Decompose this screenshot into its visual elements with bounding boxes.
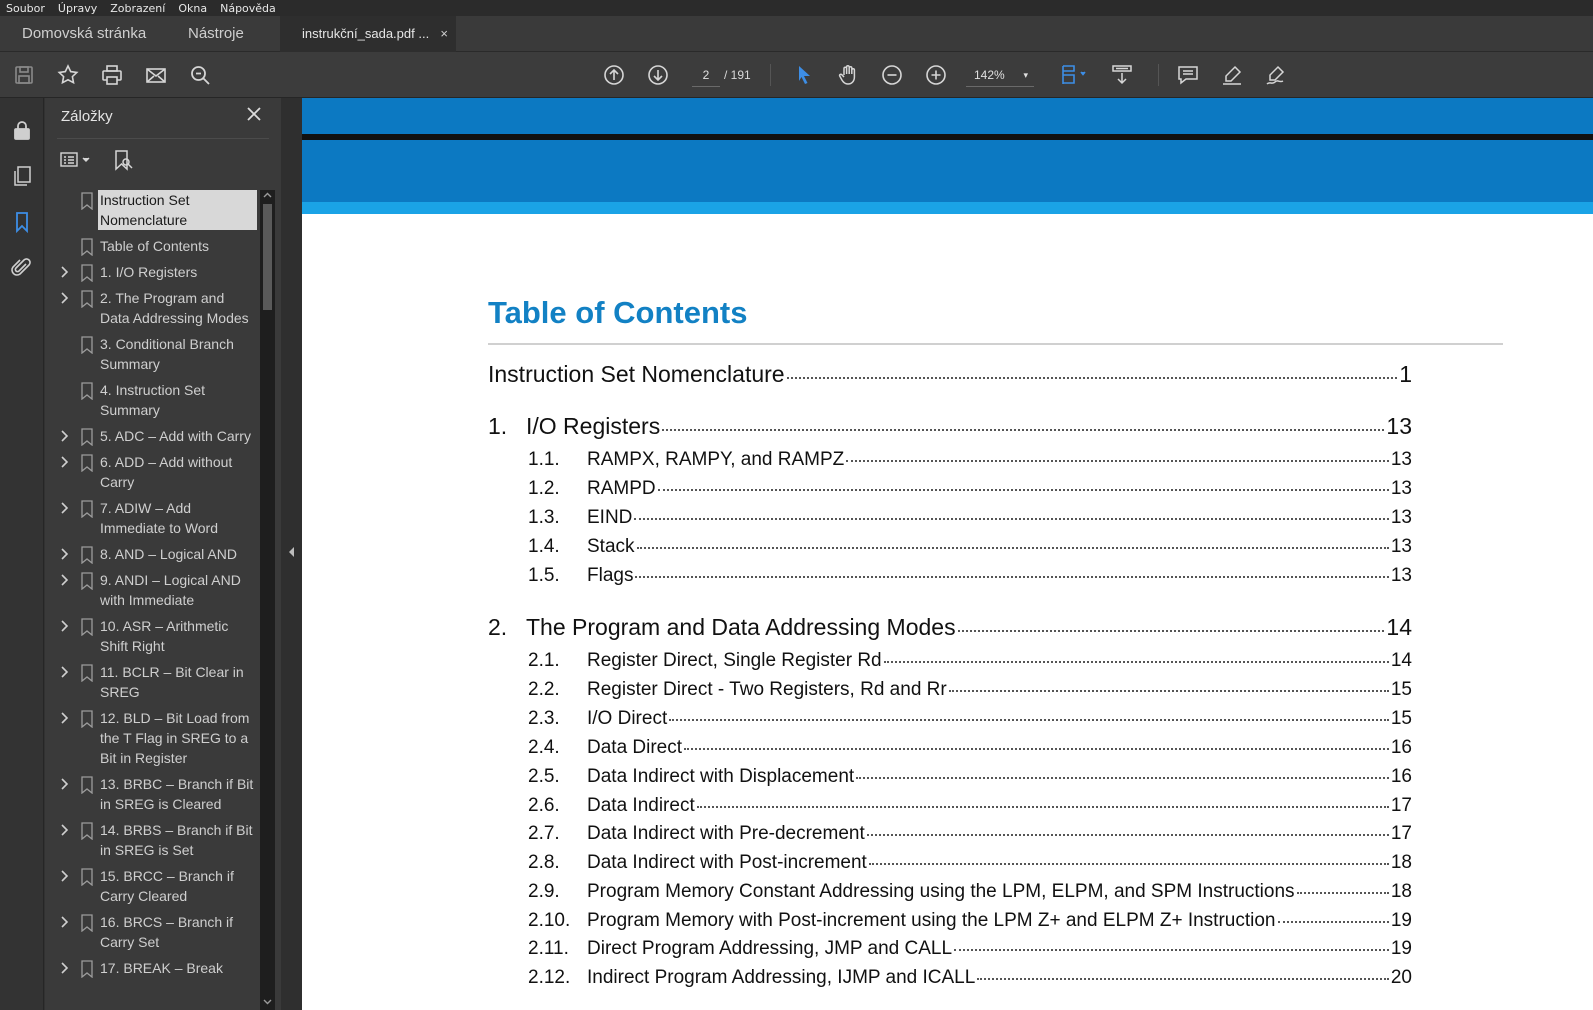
bookmark-label: 10. ASR – Arithmetic Shift Right [100, 618, 229, 654]
close-icon[interactable] [244, 104, 264, 124]
toc-entry-number: 2.4. [528, 737, 560, 758]
bookmark-item[interactable] [57, 662, 259, 702]
bookmark-icon [80, 264, 94, 282]
toc-entry-label: Indirect Program Addressing, IJMP and ICALL [587, 967, 976, 988]
toc-leader-dots [635, 576, 1388, 578]
select-tool-icon[interactable] [790, 61, 818, 89]
toc-entry-number: 2.6. [528, 795, 560, 816]
scroll-mode-icon[interactable] [1108, 61, 1136, 89]
bookmark-item[interactable] [57, 912, 259, 952]
toc-entry-page: 13 [1390, 449, 1412, 470]
bookmark-label: 3. Conditional Branch Summary [100, 336, 234, 372]
page-number-input[interactable] [692, 63, 720, 87]
toc-entry[interactable] [528, 507, 1412, 529]
options-menu-icon[interactable] [59, 148, 95, 172]
toc-entry-label: Data Indirect [587, 795, 695, 816]
toc-entry-number: 2.9. [528, 881, 560, 902]
bookmark-label: 1. I/O Registers [100, 264, 198, 280]
toc-leader-dots [869, 863, 1389, 865]
toc-entry-page: 16 [1390, 737, 1412, 758]
toc-entry-label: I/O Registers [526, 413, 661, 439]
toc-leader-dots [684, 748, 1389, 750]
attachment-icon[interactable] [10, 256, 34, 280]
zoom-dropdown[interactable] [966, 63, 1034, 87]
toc-leader-dots [634, 518, 1388, 520]
toc-entry-label: Register Direct - Two Registers, Rd and Rr [587, 679, 947, 700]
toc-entry[interactable] [528, 449, 1412, 471]
toc-entry[interactable] [528, 766, 1412, 788]
toc-leader-dots [958, 630, 1385, 632]
bookmark-icon [80, 336, 94, 354]
menu-file[interactable]: Soubor [6, 1, 45, 15]
toc-leader-dots [787, 377, 1398, 379]
bookmark-scrollbar[interactable] [260, 190, 275, 1010]
bookmark-label: 6. ADD – Add without Carry [100, 454, 233, 490]
bookmark-icon [80, 382, 94, 400]
bookmark-icon [80, 822, 94, 840]
toc-entry[interactable] [528, 650, 1412, 672]
menu-bar [0, 0, 1593, 16]
toc-entry-number: 2.8. [528, 852, 560, 873]
zoom-in-icon[interactable] [922, 61, 950, 89]
bookmark-icon [80, 776, 94, 794]
toc-entry[interactable] [528, 795, 1412, 817]
tab-bar [0, 16, 1593, 52]
bookmark-icon [80, 868, 94, 886]
chevron-right-icon[interactable] [59, 711, 71, 725]
toc-entry-page: 17 [1390, 795, 1412, 816]
toc-entry-number: 2.3. [528, 708, 560, 729]
toc-leader-dots [867, 834, 1389, 836]
bookmark-item[interactable] [57, 288, 259, 328]
bookmark-label: 7. ADIW – Add Immediate to Word [100, 500, 219, 536]
toc-entry-label: Data Indirect with Pre-decrement [587, 823, 865, 844]
toc-entry[interactable] [488, 361, 1412, 388]
toc-entry-page: 19 [1390, 910, 1412, 931]
bookmark-icon [80, 192, 94, 210]
toc-entry-page: 1 [1399, 361, 1412, 387]
title-rule [488, 343, 1503, 345]
bookmark-icon [80, 500, 94, 518]
bookmark-label: 11. BCLR – Bit Clear in SREG [100, 664, 244, 700]
toc-entry-page: 13 [1390, 478, 1412, 499]
toc-entry[interactable] [528, 478, 1412, 500]
chevron-right-icon[interactable] [59, 501, 71, 515]
bookmark-icon [80, 290, 94, 308]
toc-entry-page: 13 [1390, 536, 1412, 557]
chevron-right-icon[interactable] [59, 915, 71, 929]
search-icon[interactable] [186, 61, 214, 89]
panel-divider [57, 138, 269, 139]
print-icon[interactable] [98, 61, 126, 89]
bookmark-item[interactable] [57, 190, 259, 230]
bookmark-item[interactable] [57, 380, 259, 420]
toc-entry-page: 13 [1386, 413, 1412, 439]
lock-icon[interactable] [10, 118, 34, 142]
scroll-up-icon[interactable] [262, 190, 273, 201]
toc-entry[interactable] [488, 413, 1412, 440]
toc-entry-page: 15 [1390, 708, 1412, 729]
page-total: / 191 [724, 68, 751, 82]
toc-entry[interactable] [528, 536, 1412, 558]
navigation-rail [0, 98, 44, 1010]
bookmark-label: 16. BRCS – Branch if Carry Set [100, 914, 234, 950]
bookmark-icon [80, 572, 94, 590]
bookmark-label: 12. BLD – Bit Load from the T Flag in SREG to a Bit in Register [100, 710, 250, 766]
toc-entry-label: The Program and Data Addressing Modes [526, 614, 956, 640]
chevron-right-icon[interactable] [59, 777, 71, 791]
zoom-out-icon[interactable] [878, 61, 906, 89]
tab-tools[interactable]: Nástroje [188, 25, 244, 42]
bookmark-icon [80, 546, 94, 564]
toc-entry-number: 1.1. [528, 449, 560, 470]
bookmark-icon [80, 618, 94, 636]
toc-entry-page: 14 [1386, 614, 1412, 640]
scroll-down-icon[interactable] [262, 996, 273, 1007]
chevron-right-icon[interactable] [59, 429, 71, 443]
toc-entry[interactable] [528, 910, 1412, 932]
bookmark-item[interactable] [57, 866, 259, 906]
bookmark-item[interactable] [57, 774, 259, 814]
highlight-icon[interactable] [1218, 61, 1246, 89]
toc-leader-dots [884, 661, 1389, 663]
panel-title: Záložky [61, 108, 113, 125]
tab-document[interactable] [280, 16, 456, 52]
zoom-value: 142% [974, 68, 1005, 82]
star-icon[interactable] [54, 61, 82, 89]
toc-entry-page: 15 [1390, 679, 1412, 700]
bookmark-icon [80, 710, 94, 728]
bookmark-label: 13. BRBC – Branch if Bit in SREG is Cleared [100, 776, 254, 812]
toc-entry-number: 2.2. [528, 679, 560, 700]
toc-entry-label: Program Memory Constant Addressing using the LPM, ELPM, and SPM Instructions [587, 881, 1295, 902]
page-title: Table of Contents [488, 295, 748, 330]
toolbar-divider [1158, 64, 1159, 86]
bookmarks-panel [45, 98, 281, 1010]
toolbar-divider [770, 64, 771, 86]
chevron-right-icon[interactable] [59, 291, 71, 305]
panel-splitter[interactable] [281, 98, 302, 1010]
toc-entry-page: 18 [1390, 881, 1412, 902]
bookmark-item[interactable] [57, 262, 259, 282]
toc-entry-label: EIND [587, 507, 633, 528]
pages-icon[interactable] [10, 164, 34, 188]
bookmark-label: 2. The Program and Data Addressing Modes [100, 290, 249, 326]
tab-document-label: instrukční_sada.pdf ... [302, 26, 430, 41]
toc-leader-dots [658, 489, 1389, 491]
toc-entry[interactable] [528, 823, 1412, 845]
toc-leader-dots [662, 429, 1384, 431]
toc-leader-dots [846, 460, 1389, 462]
collapse-panel-icon[interactable] [287, 546, 295, 558]
bookmark-icon [80, 428, 94, 446]
bookmark-item[interactable] [57, 820, 259, 860]
bookmark-icon [80, 238, 94, 256]
toc-entry-label: Data Indirect with Displacement [587, 766, 855, 787]
toc-entry-number: 2.7. [528, 823, 560, 844]
toc-entry-number: 2.12. [528, 967, 571, 988]
bookmark-label: 14. BRBS – Branch if Bit in SREG is Set [100, 822, 253, 858]
header-band [302, 140, 1593, 202]
sign-icon[interactable] [1262, 61, 1290, 89]
bookmark-label: 17. BREAK – Break [100, 960, 223, 976]
menu-edit[interactable]: Úpravy [57, 1, 98, 15]
toc-leader-dots [977, 978, 1389, 980]
toc-entry[interactable] [528, 565, 1412, 587]
bookmark-label: 5. ADC – Add with Carry [100, 428, 251, 444]
bookmark-item[interactable] [57, 426, 259, 446]
toc-entry-page: 13 [1390, 507, 1412, 528]
chevron-right-icon[interactable] [59, 547, 71, 561]
toc-entry-label: RAMPD [587, 478, 656, 499]
toc-leader-dots [1278, 921, 1389, 923]
save-icon[interactable] [10, 61, 38, 89]
bookmark-icon [80, 960, 94, 978]
toc-entry[interactable] [528, 938, 1412, 960]
next-page-icon[interactable] [644, 61, 672, 89]
toc-leader-dots [697, 806, 1389, 808]
bookmark-item[interactable] [57, 498, 259, 538]
mail-icon[interactable] [142, 61, 170, 89]
toc-entry-label: Stack [587, 536, 635, 557]
bookmark-item[interactable] [57, 334, 259, 374]
toc-entry[interactable] [528, 708, 1412, 730]
scrollbar-thumb[interactable] [263, 204, 272, 310]
bookmark-label: 4. Instruction Set Summary [100, 382, 206, 418]
menu-window[interactable]: Okna [178, 1, 208, 15]
bookmark-label: Table of Contents [100, 238, 209, 254]
toc-entry-number: 2.5. [528, 766, 560, 787]
toc-entry-page: 13 [1390, 565, 1412, 586]
toc-entry-number: 2.10. [528, 910, 571, 931]
bookmark-item[interactable] [57, 452, 259, 492]
toc-entry[interactable] [528, 967, 1412, 989]
header-band [302, 98, 1593, 134]
toc-entry-page: 20 [1390, 967, 1412, 988]
page-fit-icon[interactable] [1056, 61, 1090, 89]
toc-leader-dots [1297, 892, 1389, 894]
toc-entry-page: 17 [1390, 823, 1412, 844]
toc-entry-number: 2.11. [528, 938, 569, 959]
toc-entry-label: I/O Direct [587, 708, 668, 729]
bookmark-label: 8. AND – Logical AND [100, 546, 237, 562]
toc-leader-dots [669, 719, 1389, 721]
toc-entry-number: 1. [488, 413, 508, 439]
toc-leader-dots [856, 777, 1389, 779]
header-band-accent [302, 202, 1593, 214]
bookmark-label: Instruction Set Nomenclature [98, 190, 257, 230]
comment-icon[interactable] [1174, 61, 1202, 89]
toc-entry-label: Direct Program Addressing, JMP and CALL [587, 938, 953, 959]
toc-entry-label: Program Memory with Post-increment using the LPM Z+ and ELPM Z+ Instruction [587, 910, 1276, 931]
toc-entry-page: 18 [1390, 852, 1412, 873]
bookmark-item[interactable] [57, 616, 259, 656]
bookmark-label: 9. ANDI – Logical AND with Immediate [100, 572, 241, 608]
chevron-right-icon[interactable] [59, 619, 71, 633]
tab-home[interactable]: Domovská stránka [22, 25, 147, 42]
menu-view[interactable]: Zobrazení [110, 1, 166, 15]
chevron-right-icon[interactable] [59, 823, 71, 837]
toc-entry-number: 2. [488, 614, 508, 640]
panel-toolbar [59, 148, 279, 172]
toc-entry-number: 2.1. [528, 650, 560, 671]
toolbar [0, 52, 1593, 98]
toc-entry-number: 1.2. [528, 478, 560, 499]
bookmark-icon [80, 664, 94, 682]
toc-leader-dots [949, 690, 1389, 692]
chevron-right-icon[interactable] [59, 573, 71, 587]
document-view[interactable] [302, 98, 1593, 1010]
toc-entry-page: 19 [1390, 938, 1412, 959]
chevron-right-icon[interactable] [59, 665, 71, 679]
hand-tool-icon[interactable] [834, 61, 862, 89]
toc-entry-label: Data Indirect with Post-increment [587, 852, 867, 873]
toc-entry-label: Data Direct [587, 737, 683, 758]
toc-entry[interactable] [528, 852, 1412, 874]
tab-close-icon[interactable]: × [440, 26, 448, 41]
toc-entry[interactable] [528, 679, 1412, 701]
toc-entry-label: Instruction Set Nomenclature [488, 361, 785, 387]
toc-entry[interactable] [528, 881, 1412, 903]
chevron-down-icon: ▾ [1023, 70, 1028, 80]
bookmark-list [57, 190, 259, 1010]
toc-entry[interactable] [528, 737, 1412, 759]
toc-entry-number: 1.5. [528, 565, 560, 586]
toc-entry-page: 16 [1390, 766, 1412, 787]
chevron-right-icon[interactable] [59, 869, 71, 883]
chevron-right-icon[interactable] [59, 265, 71, 279]
bookmark-item[interactable] [57, 236, 259, 256]
new-bookmark-icon[interactable] [111, 148, 135, 172]
toc-entry-label: RAMPX, RAMPY, and RAMPZ [587, 449, 845, 470]
bookmark-item[interactable] [57, 958, 259, 978]
toc-leader-dots [954, 949, 1389, 951]
toc-entry-number: 1.3. [528, 507, 560, 528]
bookmark-item[interactable] [57, 708, 259, 768]
toc-leader-dots [637, 547, 1389, 549]
bookmark-label: 15. BRCC – Branch if Carry Cleared [100, 868, 234, 904]
toc-entry-label: Register Direct, Single Register Rd [587, 650, 882, 671]
chevron-right-icon[interactable] [59, 455, 71, 469]
previous-page-icon[interactable] [600, 61, 628, 89]
toc-entry[interactable] [488, 614, 1412, 641]
menu-help[interactable]: Nápověda [220, 1, 276, 15]
bookmark-icon [80, 454, 94, 472]
chevron-right-icon[interactable] [59, 961, 71, 975]
toc-entry-number: 1.4. [528, 536, 560, 557]
bookmark-item[interactable] [57, 544, 259, 564]
toc-entry-page: 14 [1390, 650, 1412, 671]
toc-entry-label: Flags [587, 565, 634, 586]
bookmark-item[interactable] [57, 570, 259, 610]
bookmarks-icon[interactable] [10, 210, 34, 234]
bookmark-icon [80, 914, 94, 932]
